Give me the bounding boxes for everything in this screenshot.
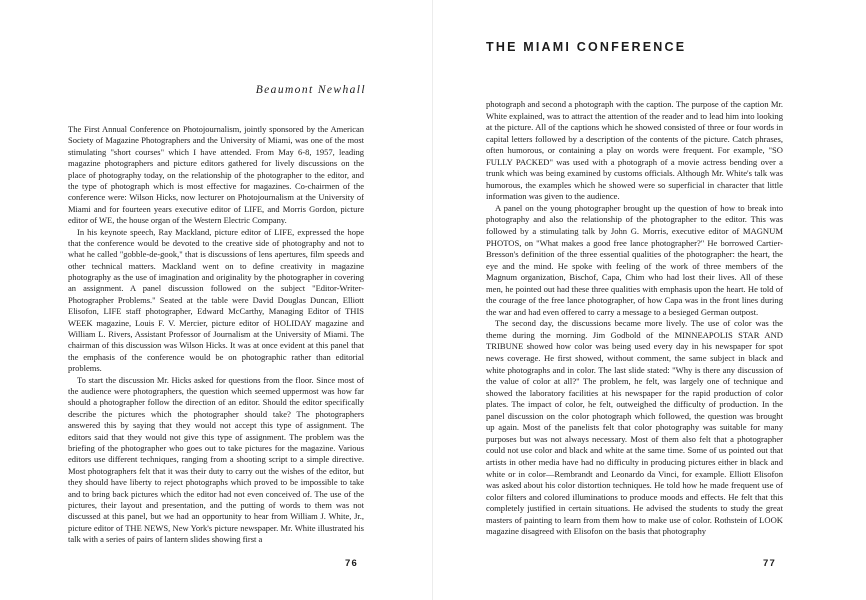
right-paragraph-3: The second day, the discussions became more lively. The use of color was the theme during the morning. Jim Godbold of the MINNEAPOLIS STAR AND TRIBUNE showed how color was being used every day in his newspaper for spot news coverage. He first showed, without comment, the same subject in black and white photographs and in color. The last slide stated: "Why is there any discussion of the value of color at all?" The problem, he felt, was largely one of technique and showed the laboratory facilities at his newspaper for the rapid production of color plates. The impact of color, he felt, outweighed the difficulty of production. In the panel discussion on the color photograph which followed, the question was brought up again. Most of the panelists felt that color photography was suitable for many purposes but was not always necessary. Most of them also felt that a photographer could not use color and black and white at the same time. Some of us pointed out that artists in other media have had no difficulty in producing pictures either in black and white or in color—Rembrandt and Leonardo da Vinci, for example. Elliott Elisofon was asked about his color distortion techniques. He told how he made frequent use of color filters and colored illuminations to produce moods and effects. He felt that this completely justified in certain situations. He advised the students to study the great masters of painting to learn from them how to make use of color. Rothstein of LOOK magazine disagreed with Elisofon on the basis that photography [486,318,783,537]
left-paragraph-2: In his keynote speech, Ray Mackland, picture editor of LIFE, expressed the hope that the conference would be devoted to the creative side of photography and not to what he called "gobble-de-gook," that is discussions of lens apertures, film speeds and other technical matters. Mackland went on to define creativity in magazine photography as the use of imagination and originality by the photographer in covering an assignment. A panel discussion followed on the subject "Editor-Writer-Photographer Problems." Seated at the table were David Douglas Duncan, Elliott Elisofon, LIFE staff photographer, Edward McCarthy, Managing Editor of THIS WEEK magazine, Louis F. V. Mercier, picture editor of HOLIDAY magazine and William L. Rivers, Assistant Professor of Journalism at the University of Miami. The chairman of this discussion was Wilson Hicks. It was at once evident at this panel that the emphasis of the conference would be on photographic rather than editorial problems. [68,226,364,374]
right-paragraph-1: photograph and second a photograph with the caption. The purpose of the caption Mr. White explained, was to attract the attention of the reader and to lead him into looking at the picture. All of the captions which he showed consisted of three or four words in capital letters followed by a description of the contents of the picture. Catch phrases, often humorous, or containing a play on words were frequent. For example, "SO FULLY PACKED" was used with a photograph of a movie actress bending over a trunk which was being examined by customs officials. Although Mr. White's talk was humorous, the examples which he showed were so superficial in character that little information was given to the audience. [486,99,783,202]
article-title: THE MIAMI CONFERENCE [486,40,687,54]
right-body-text [486,99,783,538]
article-author: Beaumont Newhall [255,84,366,96]
page-number-right: 77 [763,558,776,569]
left-body-text [68,124,364,545]
left-paragraph-1: The First Annual Conference on Photojournalism, jointly sponsored by the American Society of Magazine Photographers and the University of Miami, was one of the most stimulating "short courses" which I have attended. From May 6-8, 1957, leading magazine photographers and picture editors gathered for lively discussions on the place of photography today, on the relationship of the photographer to the editor, and the type of photograph which is most effective for magazines. Co-chairmen of the conference were: Wilson Hicks, now lecturer on Photojournalism at the University of Miami and for fourteen years executive editor of LIFE, and Morris Gordon, picture editor of WE, the house organ of the Western Electric Company. [68,124,364,226]
left-paragraph-3: To start the discussion Mr. Hicks asked for questions from the floor. Since most of the audience were photographers, the question which seemed uppermost was how far should a photographer follow the direction of an editor. Should the editor specifically describe the pictures which the photographer should take? The photographers answered this by saying that they would not accept this type of assignment. The editors said that they would not give this type of assignment. The problem was the briefing of the photographer who goes out to take pictures for the magazine. Various editors use different techniques, ranging from a shooting script to a simple directive. Most photographers felt that it was their duty to carry out the wishes of the editor, but they should have liberty to reject photographs which proved to be impossible to take and to bring back pictures which the editor had not even conceived of. The use of the pictures, their layout and presentation, and the putting of words to them was not discussed at this panel, but we had an opportunity to hear from William J. White, Jr., picture editor of THE NEWS, New York's picture newspaper. Mr. White illustrated his talk with a series of pairs of lantern slides showing first a [68,374,364,545]
right-paragraph-2: A panel on the young photographer brought up the question of how to break into photography and also the relationship of the photographer to the editor. This was followed by a stimulating talk by John G. Morris, executive editor of MAGNUM PHOTOS, on "What makes a good free lance photographer?" He borrowed Cartier-Bresson's definition of the three essential qualities of the photographer: the heart, the eye and the mind. He spoke with feeling of the work of three members of the Magnum organization, Bischof, Capa, Chim who had lost their lives. All of these men, he pointed out had these three qualities with emphasis upon the heart. He told of the courage of the free lance photographer, of how Capa was in the front lines during the war and had even offered to carry a message to a besieged German outpost. [486,202,783,317]
right-page [433,0,866,600]
page-number-left: 76 [345,558,358,569]
